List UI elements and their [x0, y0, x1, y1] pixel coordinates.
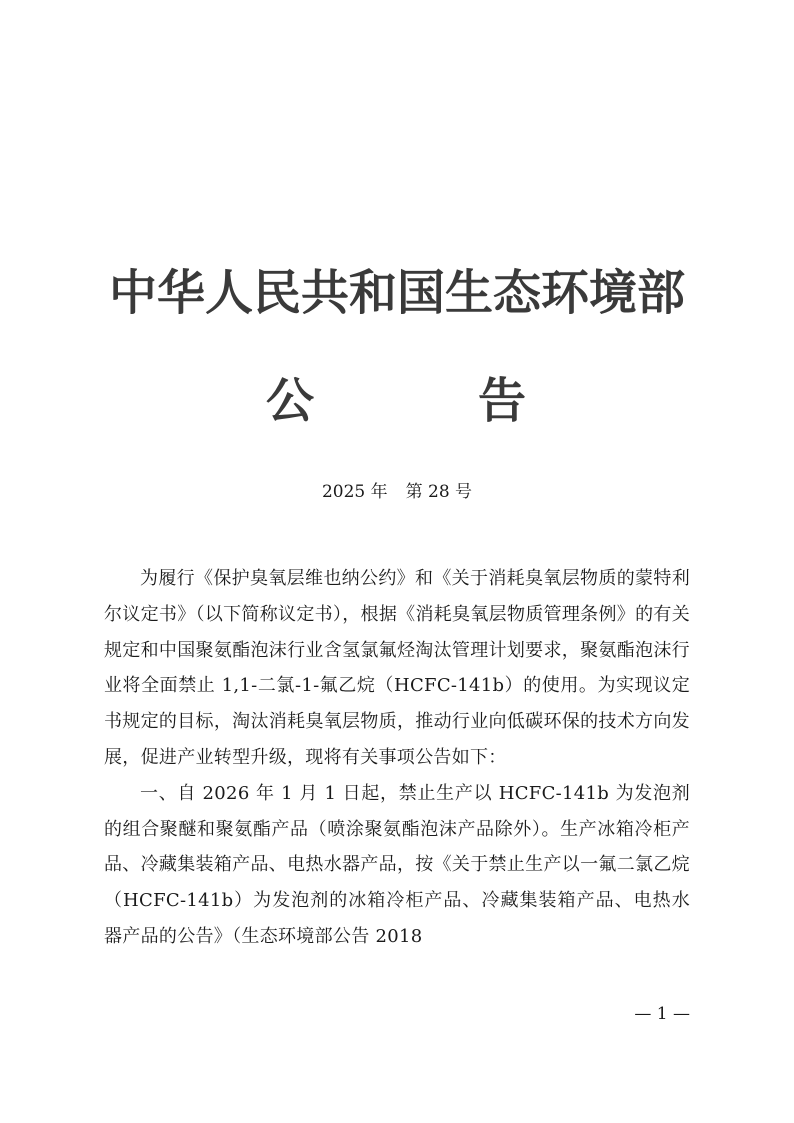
issuing-organization: 中华人民共和国生态环境部	[108, 265, 685, 321]
page-number: — 1 —	[634, 1004, 690, 1024]
document-type-title	[0, 366, 794, 436]
body-paragraph-2: 一、自 2026 年 1 月 1 日起，禁止生产以 HCFC-141b 为发泡剂的组合聚醚和聚氨酯产品（喷涂聚氨酯泡沫产品除外）。生产冰箱冷柜产品、冷藏集装箱产品、电热水器产品，按《关于禁止生产以一氟二氯乙烷（HCFC-141b）为发泡剂的冰箱冷柜产品、冷藏集装箱产品、电热水器产品的公告》（生态环境部公告 2018	[104, 782, 690, 947]
document-year: 2025 年	[321, 482, 388, 502]
body-paragraph-1: 为履行《保护臭氧层维也纳公约》和《关于消耗臭氧层物质的蒙特利尔议定书》（以下简称议定书），根据《消耗臭氧层物质管理条例》的有关规定和中国聚氨酯泡沫行业含氢氯氟烃淘汰管理计划要求，聚氨酯泡沫行业将全面禁止 1,1-二氯-1-氟乙烷（HCFC-141b）的使用。为实现议定书规定的目标，淘汰消耗臭氧层物质，推动行业向低碳环保的技术方向发展，促进产业转型升级，现将有关事项公告如下：	[104, 568, 690, 768]
document-number	[0, 478, 794, 506]
document-body	[104, 561, 690, 955]
document-type-char-1: 公	[266, 373, 315, 429]
document-issue-number: 第 28 号	[405, 482, 473, 502]
document-type-char-2: 告	[478, 373, 527, 429]
